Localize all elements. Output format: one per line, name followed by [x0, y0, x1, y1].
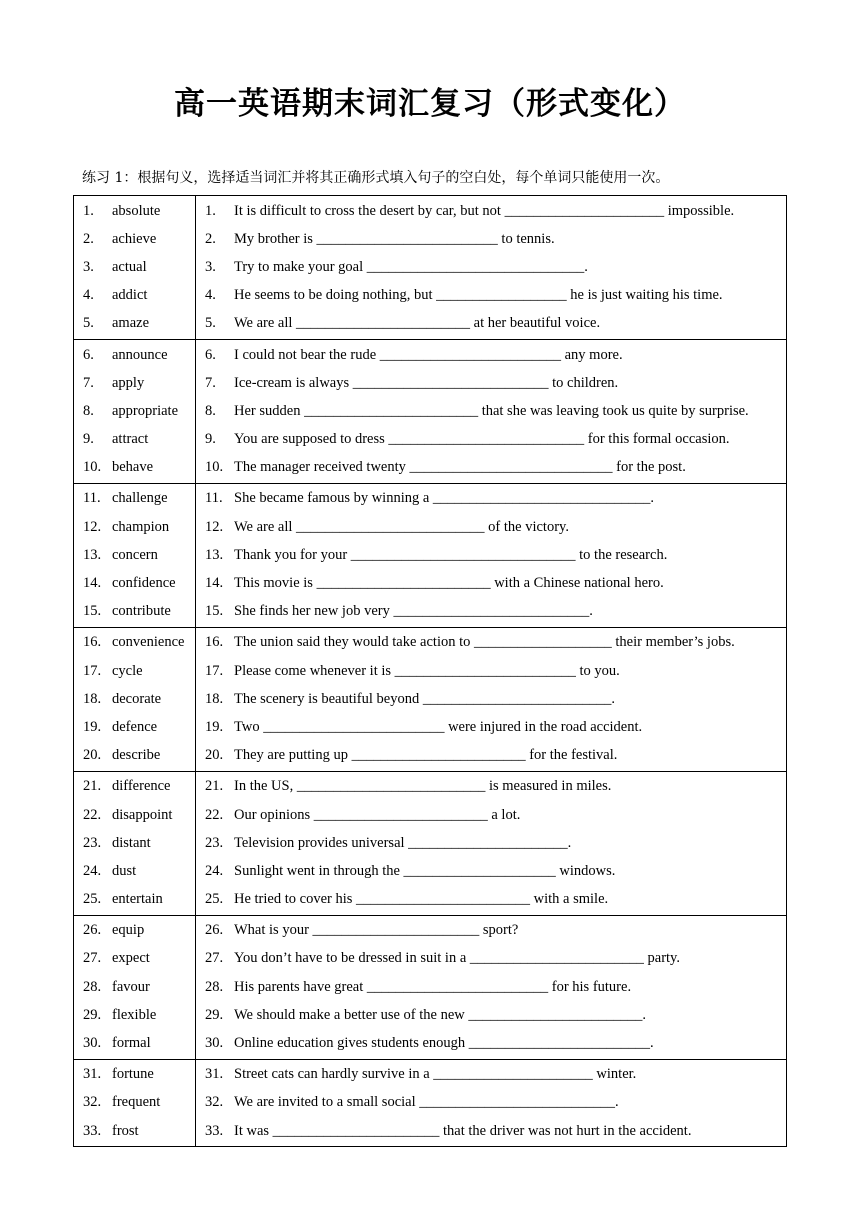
sentence-item	[196, 713, 786, 741]
sentence-item	[196, 685, 786, 713]
sentence-number: 11.	[205, 490, 223, 507]
sentence-item	[196, 310, 786, 338]
sentence-item	[196, 1029, 786, 1057]
sentence-text: Ice-cream is always ___________________________ to children.	[234, 374, 619, 391]
sentence-item	[196, 973, 786, 1001]
word-number: 10.	[83, 459, 102, 476]
word-group-row	[74, 915, 787, 1059]
word-item	[74, 917, 195, 945]
sentence-text: You are supposed to dress ___________________________ for this formal occasion.	[234, 431, 730, 448]
sentence-number: 1.	[205, 202, 216, 219]
sentence-text: The manager received twenty ____________________________ for the post.	[234, 459, 686, 476]
sentence-text: This movie is ________________________ with a Chinese national hero.	[234, 575, 664, 592]
word-item	[74, 369, 195, 397]
word-item	[74, 513, 195, 541]
word-item	[74, 341, 195, 369]
vocabulary-table-body	[74, 196, 787, 1147]
word-list-cell	[74, 627, 196, 771]
word-item	[74, 1117, 195, 1145]
word-list-cell	[74, 339, 196, 483]
word-item	[74, 713, 195, 741]
word-text: challenge	[112, 490, 168, 507]
word-text: actual	[112, 258, 147, 275]
sentence-number: 25.	[205, 891, 224, 908]
sentence-number: 5.	[205, 315, 216, 332]
sentence-item	[196, 341, 786, 369]
sentence-number: 33.	[205, 1122, 224, 1139]
word-text: champion	[112, 518, 170, 535]
word-number: 7.	[83, 374, 94, 391]
sentence-text: Online education gives students enough _________________________.	[234, 1035, 654, 1052]
word-item	[74, 225, 195, 253]
sentence-number: 9.	[205, 431, 216, 448]
word-text: flexible	[112, 1006, 157, 1023]
word-item	[74, 801, 195, 829]
word-text: concern	[112, 546, 158, 563]
page-title: 高一英语期末词汇复习（形式变化）	[174, 86, 686, 122]
sentence-number: 31.	[205, 1066, 224, 1083]
sentence-text: The scenery is beautiful beyond __________________________.	[234, 690, 615, 707]
sentence-number: 19.	[205, 718, 224, 735]
sentence-number: 20.	[205, 747, 224, 764]
sentence-text: It is difficult to cross the desert by car, but not ______________________ impossible.	[234, 202, 735, 219]
word-number: 25.	[83, 891, 102, 908]
sentence-text: Sunlight went in through the _____________________ windows.	[234, 862, 616, 879]
sentence-item	[196, 426, 786, 454]
sentence-number: 14.	[205, 575, 224, 592]
sentence-item	[196, 369, 786, 397]
sentence-number: 29.	[205, 1006, 224, 1023]
sentence-number: 28.	[205, 978, 224, 995]
sentence-item	[196, 282, 786, 310]
word-number: 16.	[83, 634, 102, 651]
sentence-item	[196, 569, 786, 597]
sentence-text: Please come whenever it is _________________________ to you.	[234, 662, 620, 679]
sentence-item	[196, 801, 786, 829]
sentence-list-cell	[196, 339, 787, 483]
sentence-text: Thank you for your _______________________________ to the research.	[234, 546, 668, 563]
word-item	[74, 426, 195, 454]
word-item	[74, 857, 195, 885]
word-item	[74, 485, 195, 513]
word-text: describe	[112, 747, 161, 764]
sentence-text: Two _________________________ were injured in the road accident.	[234, 718, 643, 735]
word-text: formal	[112, 1035, 151, 1052]
word-text: difference	[112, 778, 171, 795]
word-number: 32.	[83, 1094, 102, 1111]
sentence-item	[196, 829, 786, 857]
sentence-number: 32.	[205, 1094, 224, 1111]
word-number: 14.	[83, 575, 102, 592]
word-item	[74, 454, 195, 482]
sentence-number: 18.	[205, 690, 224, 707]
word-list-cell	[74, 1059, 196, 1147]
sentence-item	[196, 454, 786, 482]
sentence-text: He tried to cover his ________________________ with a smile.	[234, 891, 609, 908]
word-number: 12.	[83, 518, 102, 535]
word-item	[74, 829, 195, 857]
word-number: 4.	[83, 287, 94, 304]
word-number: 3.	[83, 258, 94, 275]
word-number: 1.	[83, 202, 94, 219]
sentence-item	[196, 598, 786, 626]
word-text: contribute	[112, 603, 171, 620]
word-text: distant	[112, 834, 151, 851]
sentence-text: She finds her new job very ___________________________.	[234, 603, 593, 620]
sentence-number: 3.	[205, 258, 216, 275]
sentence-list-cell	[196, 483, 787, 627]
word-group-row	[74, 339, 787, 483]
word-number: 23.	[83, 834, 102, 851]
sentence-text: We are all ________________________ at her beautiful voice.	[234, 315, 601, 332]
word-number: 6.	[83, 346, 94, 363]
word-number: 28.	[83, 978, 102, 995]
sentence-list-cell	[196, 196, 787, 340]
word-text: entertain	[112, 891, 163, 908]
word-item	[74, 197, 195, 225]
word-text: disappoint	[112, 806, 173, 823]
sentence-list-cell	[196, 1059, 787, 1147]
sentence-number: 8.	[205, 402, 216, 419]
word-number: 24.	[83, 862, 102, 879]
word-number: 8.	[83, 402, 94, 419]
sentence-number: 15.	[205, 603, 224, 620]
word-text: dust	[112, 862, 137, 879]
word-item	[74, 598, 195, 626]
sentence-text: Her sudden ________________________ that she was leaving took us quite by surprise.	[234, 402, 749, 419]
sentence-item	[196, 945, 786, 973]
word-text: expect	[112, 950, 150, 967]
sentence-text: Street cats can hardly survive in a ______________________ winter.	[234, 1066, 637, 1083]
word-group-row	[74, 1059, 787, 1147]
word-text: amaze	[112, 315, 150, 332]
exercise-instruction: 练习 1：根据句义，选择适当词汇并将其正确形式填入句子的空白处，每个单词只能使用一次。	[82, 170, 670, 186]
word-item	[74, 742, 195, 770]
word-item	[74, 1001, 195, 1029]
word-item	[74, 1089, 195, 1117]
sentence-text: We should make a better use of the new ________________________.	[234, 1006, 647, 1023]
word-number: 9.	[83, 431, 94, 448]
sentence-item	[196, 857, 786, 885]
sentence-text: I could not bear the rude _________________________ any more.	[234, 346, 623, 363]
sentence-number: 2.	[205, 230, 216, 247]
sentence-number: 16.	[205, 634, 224, 651]
sentence-number: 7.	[205, 374, 216, 391]
sentence-text: The union said they would take action to ___________________ their member’s jobs.	[234, 634, 735, 651]
word-text: equip	[112, 922, 145, 939]
sentence-list-cell	[196, 915, 787, 1059]
word-item	[74, 973, 195, 1001]
word-group-row	[74, 771, 787, 915]
word-text: absolute	[112, 202, 161, 219]
word-group-row	[74, 196, 787, 340]
word-number: 31.	[83, 1066, 102, 1083]
word-item	[74, 773, 195, 801]
sentence-text: We are invited to a small social ___________________________.	[234, 1094, 619, 1111]
word-item	[74, 310, 195, 338]
word-text: addict	[112, 287, 148, 304]
word-text: attract	[112, 431, 149, 448]
sentence-item	[196, 225, 786, 253]
word-item	[74, 629, 195, 657]
word-number: 15.	[83, 603, 102, 620]
word-item	[74, 397, 195, 425]
word-item	[74, 1029, 195, 1057]
word-number: 30.	[83, 1035, 102, 1052]
word-number: 29.	[83, 1006, 102, 1023]
word-text: apply	[112, 374, 145, 391]
word-list-cell	[74, 771, 196, 915]
sentence-text: It was _______________________ that the driver was not hurt in the accident.	[234, 1122, 692, 1139]
sentence-number: 22.	[205, 806, 224, 823]
word-number: 11.	[83, 490, 101, 507]
sentence-text: My brother is _________________________ to tennis.	[234, 230, 555, 247]
word-number: 2.	[83, 230, 94, 247]
sentence-number: 17.	[205, 662, 224, 679]
sentence-number: 12.	[205, 518, 224, 535]
sentence-number: 4.	[205, 287, 216, 304]
sentence-item	[196, 253, 786, 281]
word-text: frost	[112, 1122, 139, 1139]
sentence-number: 13.	[205, 546, 224, 563]
sentence-item	[196, 485, 786, 513]
sentence-item	[196, 513, 786, 541]
word-text: announce	[112, 346, 168, 363]
word-text: confidence	[112, 575, 176, 592]
word-text: cycle	[112, 662, 143, 679]
sentence-item	[196, 742, 786, 770]
sentence-text: We are all __________________________ of the victory.	[234, 518, 569, 535]
sentence-item	[196, 886, 786, 914]
word-item	[74, 541, 195, 569]
sentence-text: His parents have great _________________________ for his future.	[234, 978, 632, 995]
sentence-text: What is your _______________________ sport?	[234, 922, 519, 939]
word-number: 18.	[83, 690, 102, 707]
word-number: 17.	[83, 662, 102, 679]
word-number: 13.	[83, 546, 102, 563]
sentence-text: They are putting up ________________________ for the festival.	[234, 747, 618, 764]
sentence-list-cell	[196, 771, 787, 915]
sentence-text: You don’t have to be dressed in suit in a ________________________ party.	[234, 950, 680, 967]
word-item	[74, 945, 195, 973]
sentence-number: 27.	[205, 950, 224, 967]
sentence-number: 6.	[205, 346, 216, 363]
sentence-text: Our opinions ________________________ a lot.	[234, 806, 521, 823]
word-item	[74, 886, 195, 914]
vocabulary-table	[73, 195, 787, 1147]
sentence-text: He seems to be doing nothing, but __________________ he is just waiting his time.	[234, 287, 723, 304]
word-text: appropriate	[112, 402, 179, 419]
word-item	[74, 282, 195, 310]
sentence-number: 24.	[205, 862, 224, 879]
word-number: 22.	[83, 806, 102, 823]
sentence-item	[196, 1117, 786, 1145]
word-item	[74, 1061, 195, 1089]
sentence-item	[196, 1061, 786, 1089]
word-text: decorate	[112, 690, 162, 707]
sentence-item	[196, 541, 786, 569]
word-item	[74, 253, 195, 281]
word-item	[74, 685, 195, 713]
sentence-list-cell	[196, 627, 787, 771]
sentence-text: She became famous by winning a ______________________________.	[234, 490, 655, 507]
word-text: favour	[112, 978, 150, 995]
sentence-item	[196, 1089, 786, 1117]
sentence-number: 21.	[205, 778, 224, 795]
word-item	[74, 657, 195, 685]
word-text: behave	[112, 459, 154, 476]
sentence-item	[196, 657, 786, 685]
sentence-text: Try to make your goal ______________________________.	[234, 258, 588, 275]
sentence-item	[196, 629, 786, 657]
word-group-row	[74, 627, 787, 771]
sentence-item	[196, 397, 786, 425]
word-group-row	[74, 483, 787, 627]
word-text: frequent	[112, 1094, 161, 1111]
sentence-item	[196, 917, 786, 945]
sentence-text: In the US, __________________________ is measured in miles.	[234, 778, 612, 795]
word-text: defence	[112, 718, 158, 735]
word-number: 19.	[83, 718, 102, 735]
sentence-text: Television provides universal ______________________.	[234, 834, 572, 851]
sentence-number: 23.	[205, 834, 224, 851]
word-list-cell	[74, 915, 196, 1059]
word-number: 21.	[83, 778, 102, 795]
sentence-number: 30.	[205, 1035, 224, 1052]
word-text: convenience	[112, 634, 185, 651]
word-number: 20.	[83, 747, 102, 764]
sentence-item	[196, 197, 786, 225]
sentence-number: 10.	[205, 459, 224, 476]
sentence-number: 26.	[205, 922, 224, 939]
word-number: 27.	[83, 950, 102, 967]
word-text: achieve	[112, 230, 157, 247]
word-list-cell	[74, 196, 196, 340]
word-number: 26.	[83, 922, 102, 939]
word-text: fortune	[112, 1066, 154, 1083]
word-list-cell	[74, 483, 196, 627]
sentence-item	[196, 1001, 786, 1029]
word-number: 5.	[83, 315, 94, 332]
sentence-item	[196, 773, 786, 801]
word-item	[74, 569, 195, 597]
word-number: 33.	[83, 1122, 102, 1139]
